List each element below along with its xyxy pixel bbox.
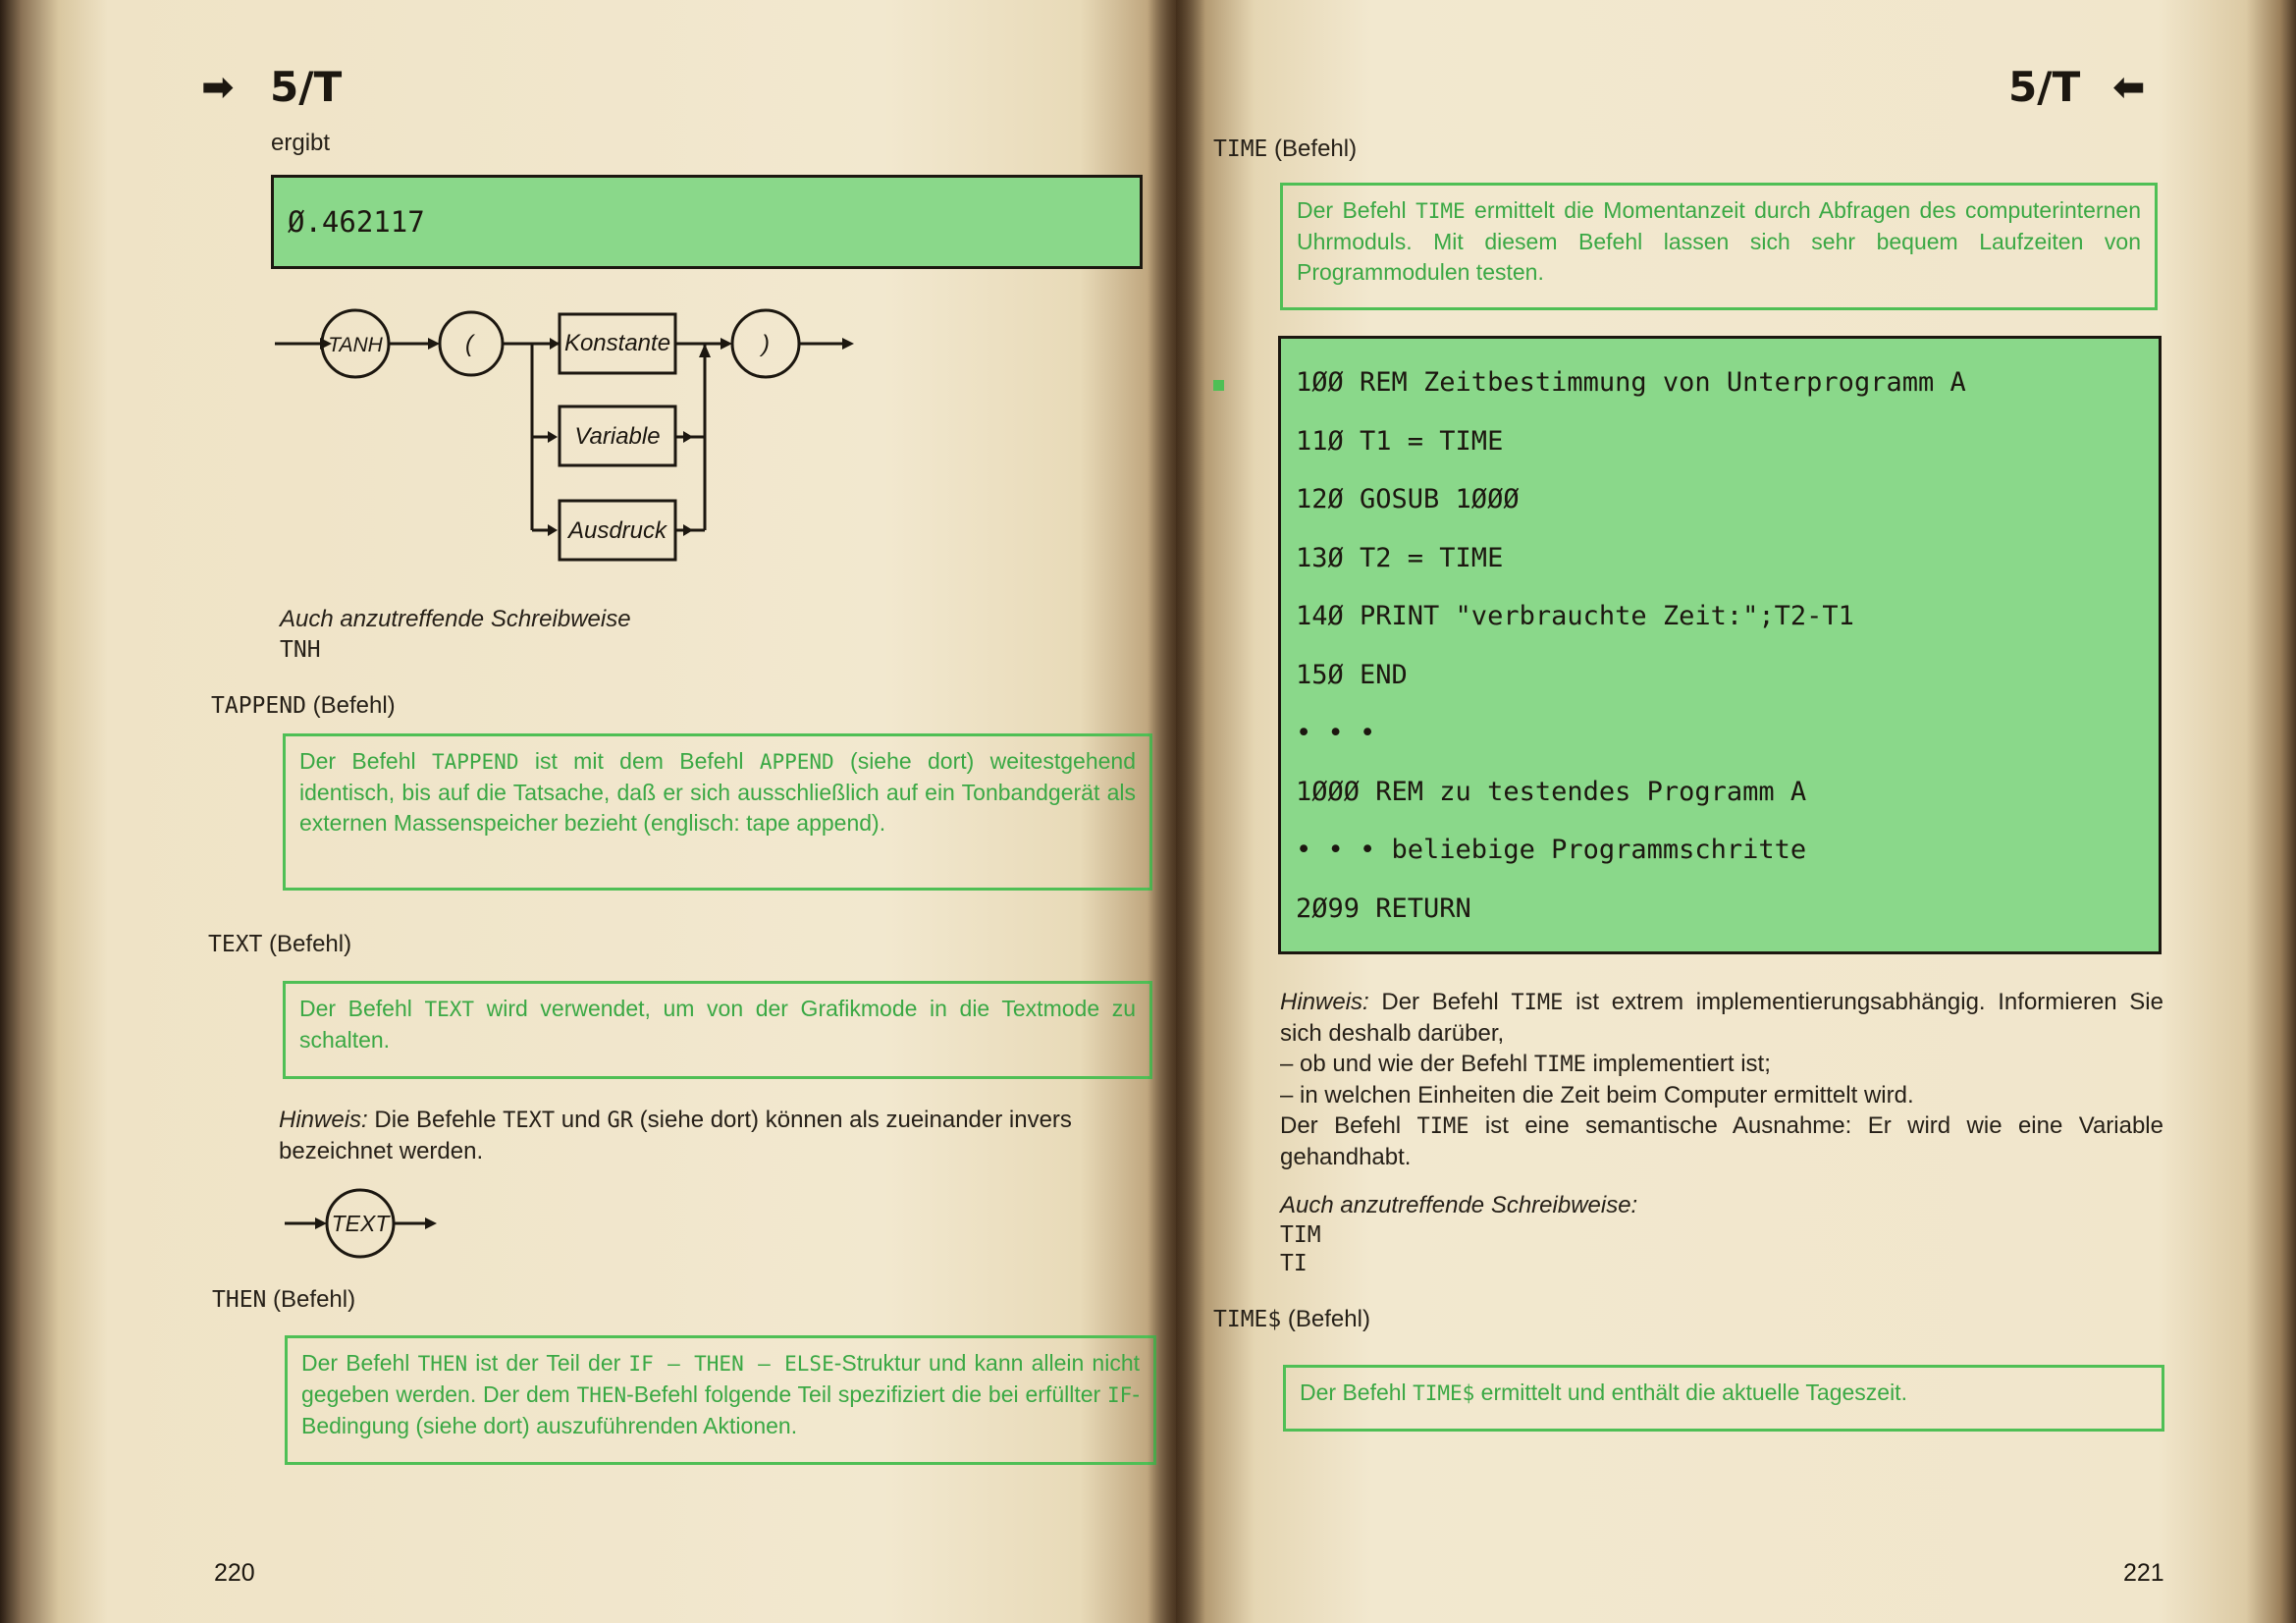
time-hint-line: – ob und wie der Befehl TIME implementiert ist; bbox=[1280, 1051, 1771, 1077]
tappend-title: TAPPEND (Befehl) bbox=[211, 692, 396, 719]
code-line: 14Ø PRINT "verbrauchte Zeit:";T2-T1 bbox=[1296, 601, 1854, 631]
time-alt-1: TIM bbox=[1280, 1222, 1321, 1248]
left-page-number: 220 bbox=[214, 1559, 255, 1587]
text-hint: Hinweis: Die Befehle TEXT und GR (siehe dort) können als zueinander invers bezeichnet werden. bbox=[279, 1107, 1072, 1164]
time-description: Der Befehl TIME ermittelt die Momentanzeit durch Abfragen des computerinternen Uhrmoduls. Mit diesem Befehl lassen sich sehr bequem Laufzeiten von Programmodulen testen. bbox=[1280, 183, 2158, 310]
text-syntax-diagram bbox=[280, 1188, 456, 1267]
ausdruck-label: Ausdruck bbox=[567, 517, 667, 544]
tanh-alt-label: Auch anzutreffende Schreibweise bbox=[280, 606, 631, 632]
time-code-box bbox=[1278, 336, 2162, 954]
result-box bbox=[271, 175, 1143, 269]
time-hint-line: Hinweis: Der Befehl TIME ist extrem implementierungsabhängig. Informieren Sie sich deshalb darüber, bbox=[1280, 989, 2163, 1047]
time-alt-2: TI bbox=[1280, 1251, 1308, 1276]
time-s-description: Der Befehl TIME$ ermittelt und enthält die aktuelle Tageszeit. bbox=[1283, 1365, 2164, 1432]
close-paren-label: ) bbox=[762, 331, 770, 357]
code-line: 13Ø T2 = TIME bbox=[1296, 542, 1504, 573]
code-line: 1ØØ REM Zeitbestimmung von Unterprogramm A bbox=[1296, 367, 1966, 398]
margin-marker bbox=[1213, 380, 1224, 391]
time-s-title: TIME$ (Befehl) bbox=[1213, 1306, 1370, 1332]
time-hint bbox=[1280, 987, 2163, 1172]
code-line: 1ØØØ REM zu testendes Programm A bbox=[1296, 776, 1807, 807]
time-hint-line: – in welchen Einheiten die Zeit beim Computer ermittelt wird. bbox=[1280, 1082, 1914, 1109]
text-title: TEXT (Befehl) bbox=[208, 931, 352, 957]
then-title: THEN (Befehl) bbox=[212, 1286, 356, 1313]
text-description: Der Befehl TEXT wird verwendet, um von der Grafikmode in die Textmode zu schalten. bbox=[283, 981, 1152, 1079]
left-arrow-icon: ⬅ bbox=[2112, 65, 2146, 110]
book-gutter bbox=[1147, 0, 1205, 1623]
open-paren-label: ( bbox=[465, 331, 473, 357]
right-page-header: 5/T bbox=[2008, 63, 2081, 111]
time-alt-label: Auch anzutreffende Schreibweise: bbox=[1280, 1192, 1638, 1218]
tanh-syntax-diagram bbox=[265, 295, 874, 569]
tanh-alt-value: TNH bbox=[280, 637, 321, 663]
tanh-label: TANH bbox=[328, 334, 383, 356]
then-description: Der Befehl THEN ist der Teil der IF – THEN – ELSE-Struktur und kann allein nicht gegeben werden. Der dem THEN-Befehl folgende Teil spezifiziert die bei erfüllter IF-Bedingung (siehe dort) auszuführenden Aktionen. bbox=[285, 1335, 1156, 1465]
konstante-label: Konstante bbox=[563, 330, 671, 356]
text-node-label: TEXT bbox=[331, 1211, 390, 1236]
ergibt-label: ergibt bbox=[271, 130, 331, 156]
code-line: 12Ø GOSUB 1ØØØ bbox=[1296, 484, 1520, 514]
code-line: 2Ø99 RETURN bbox=[1296, 893, 1471, 924]
code-line: • • • beliebige Programmschritte bbox=[1296, 835, 1807, 865]
variable-label: Variable bbox=[574, 423, 661, 450]
time-code-listing bbox=[1296, 353, 1966, 938]
left-page-header: 5/T bbox=[270, 63, 343, 111]
time-title: TIME (Befehl) bbox=[1213, 135, 1358, 162]
code-line: 11Ø T1 = TIME bbox=[1296, 425, 1504, 457]
right-arrow-icon: ➡ bbox=[201, 65, 235, 110]
right-page bbox=[1176, 0, 2296, 1623]
code-line: 15Ø END bbox=[1296, 659, 1408, 690]
right-page-number: 221 bbox=[2123, 1559, 2164, 1587]
tappend-description: Der Befehl TAPPEND ist mit dem Befehl APPEND (siehe dort) weitestgehend identisch, bis auf die Tatsache, daß er sich ausschließlich auf ein Tonbandgerät als externen Massenspeicher bezieht (englisch: tape append). bbox=[283, 733, 1152, 891]
result-value: Ø.462117 bbox=[288, 205, 425, 239]
time-hint-line: Der Befehl TIME ist eine semantische Ausnahme: Er wird wie eine Variable gehandhabt. bbox=[1280, 1112, 2163, 1170]
code-line: • • • bbox=[1296, 718, 1376, 748]
